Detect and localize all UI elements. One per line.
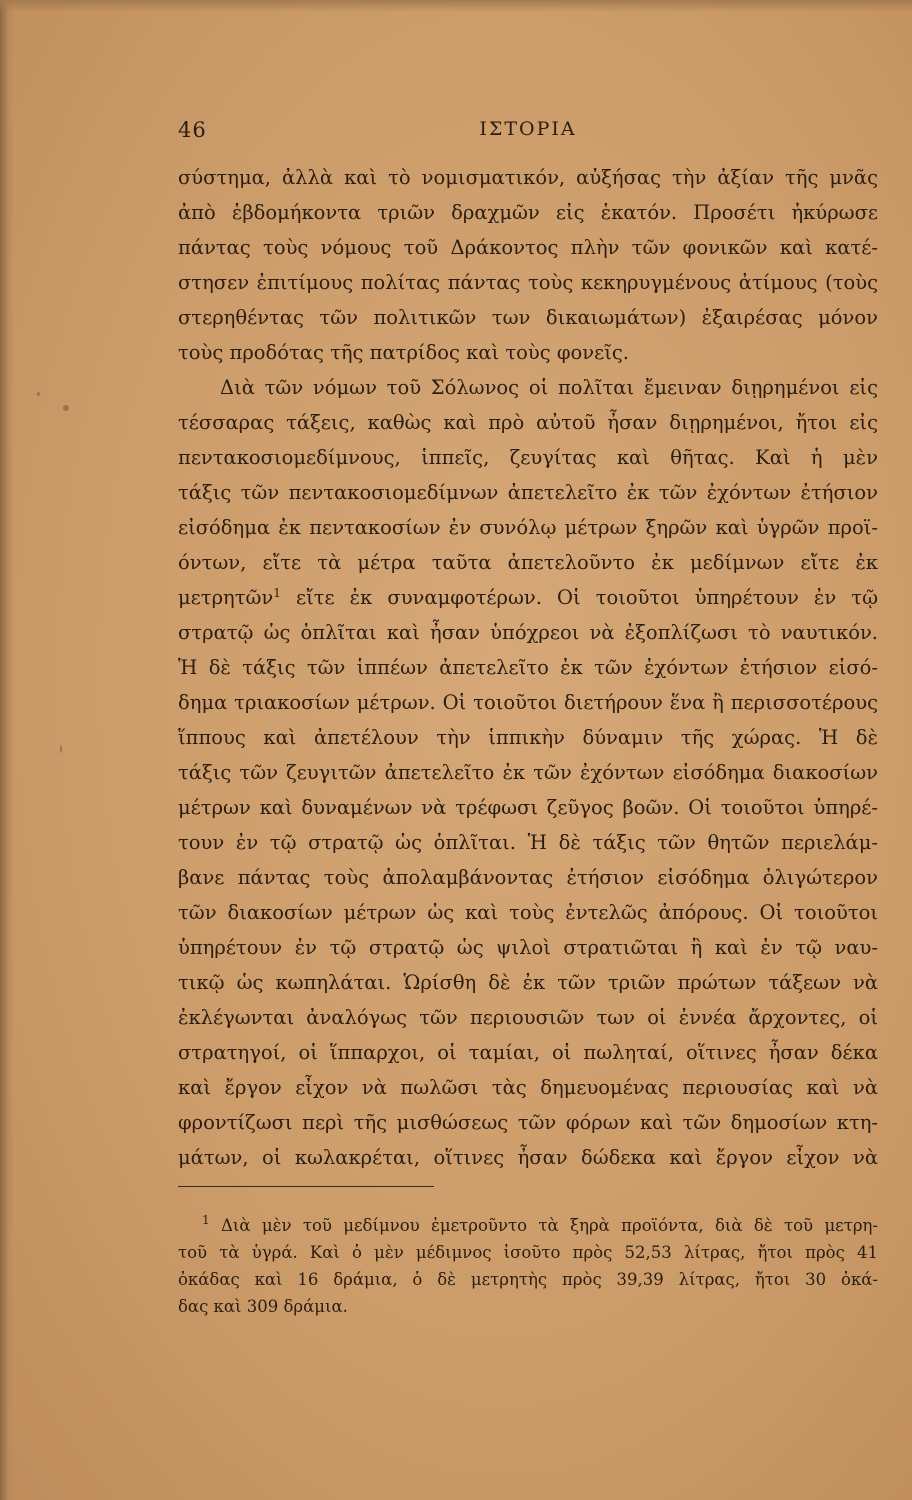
page-top-shadow [0,0,912,12]
text-line: στρατῷ ὡς ὁπλῖται καὶ ἦσαν ὑπόχρεοι νὰ ἐξοπλίζωσι τὸ ναυτικόν. [178,621,878,644]
page-header [178,118,878,148]
footnote-line: δας καὶ 309 δράμια. [178,1297,348,1316]
footnote-reference: 1 [273,586,281,600]
text-line: μέτρων καὶ δυναμένων νὰ τρέφωσι ζεῦγος βοῶν. Οἱ τοιοῦτοι ὑπηρέ- [178,796,878,819]
footnote-line [178,1212,878,1239]
text-line: ἵππους καὶ ἀπετέλουν τὴν ἱππικὴν δύναμιν τῆς χώρας. Ἡ δὲ [178,726,878,749]
text-line: βανε πάντας τοὺς ἀπολαμβάνοντας ἐτήσιον εἰσόδημα ὀλιγώτερον [178,866,878,889]
paper-speck [60,745,62,753]
text-line: Ἡ δὲ τάξις τῶν ἱππέων ἀπετελεῖτο ἐκ τῶν ἐχόντων ἐτήσιον εἰσό- [178,656,878,679]
text-line: εἰσόδημα ἐκ πεντακοσίων ἐν συνόλῳ μέτρων ξηρῶν καὶ ὑγρῶν προϊ- [178,516,878,539]
text-line: τῶν διακοσίων μέτρων ὡς καὶ τοὺς ἐντελῶς ἀπόρους. Οἱ τοιοῦτοι [178,901,878,924]
text-fragment: μετρητῶν [178,586,274,609]
text-line: μάτων, οἱ κωλακρέται, οἵτινες ἦσαν δώδεκα καὶ ἔργον εἶχον νὰ [178,1146,878,1169]
text-line: στερηθέντας τῶν πολιτικῶν των δικαιωμάτων) ἐξαιρέσας μόνον [178,306,878,329]
text-line: ὑπηρέτουν ἐν τῷ στρατῷ ὡς ψιλοὶ στρατιῶται ἢ καὶ ἐν τῷ ναυ- [178,936,878,959]
text-line: τάξις τῶν πεντακοσιομεδίμνων ἀπετελεῖτο ἐκ τῶν ἐχόντων ἐτήσιον [178,481,878,504]
running-title: ΙΣΤΟΡΙΑ [479,118,577,140]
text-line: ἐκλέγωνται ἀναλόγως τῶν περιουσιῶν των οἱ ἐννέα ἄρχοντες, οἱ [178,1006,878,1029]
text-line-with-footnote [178,580,878,615]
footnote-number: 1 [202,1213,210,1227]
footnote-line: τοῦ τὰ ὑγρά. Καὶ ὁ μὲν μέδιμνος ἰσοῦτο πρὸς 52,53 λίτρας, ἤτοι πρὸς 41 [178,1243,878,1262]
footnote-line: ὀκάδας καὶ 16 δράμια, ὁ δὲ μετρητὴς πρὸς 39,39 λίτρας, ἤτοι 30 ὀκά- [178,1270,878,1289]
footnote-divider [178,1186,434,1187]
text-line: τέσσαρας τάξεις, καθὼς καὶ πρὸ αὐτοῦ ἦσαν διῃρημένοι, ἤτοι εἰς [178,411,878,434]
text-line: τάξις τῶν ζευγιτῶν ἀπετελεῖτο ἐκ τῶν ἐχόντων εἰσόδημα διακοσίων [178,761,878,784]
paper-speck [37,392,40,396]
page-edge-shadow [0,0,14,1500]
text-line: ἀπὸ ἑβδομήκοντα τριῶν δραχμῶν εἰς ἑκατόν. Προσέτι ἠκύρωσε [178,201,878,224]
footnote [178,1212,878,1320]
text-line: δημα τριακοσίων μέτρων. Οἱ τοιοῦτοι διετήρουν ἕνα ἢ περισσοτέρους [178,691,878,714]
page-number: 46 [178,118,207,142]
text-line: πεντακοσιομεδίμνους, ἱππεῖς, ζευγίτας καὶ θῆτας. Καὶ ἡ μὲν [178,446,878,469]
text-line: σύστημα, ἀλλὰ καὶ τὸ νομισματικόν, αὐξήσας τὴν ἀξίαν τῆς μνᾶς [178,166,878,189]
footnote-text: Διὰ μὲν τοῦ μεδίμνου ἐμετροῦντο τὰ ξηρὰ προϊόντα, διὰ δὲ τοῦ μετρη- [221,1216,878,1235]
text-line: τουν ἐν τῷ στρατῷ ὡς ὁπλῖται. Ἡ δὲ τάξις τῶν θητῶν περιελάμ- [178,831,878,854]
text-line: στησεν ἐπιτίμους πολίτας πάντας τοὺς κεκηρυγμένους ἀτίμους (τοὺς [178,271,878,294]
text-line: Διὰ τῶν νόμων τοῦ Σόλωνος οἱ πολῖται ἔμειναν διῃρημένοι εἰς [220,376,878,399]
text-line: όντων, εἴτε τὰ μέτρα ταῦτα ἀπετελοῦντο ἐκ μεδίμνων εἴτε ἐκ [178,551,878,574]
text-fragment: εἴτε ἐκ συναμφοτέρων. Οἱ τοιοῦτοι ὑπηρέτουν ἐν τῷ [295,586,878,609]
text-line: φροντίζωσι περὶ τῆς μισθώσεως τῶν φόρων καὶ τῶν δημοσίων κτη- [178,1111,878,1134]
body-text [178,160,878,1175]
text-line: τοὺς προδότας τῆς πατρίδος καὶ τοὺς φονεῖς. [178,341,629,364]
text-line: στρατηγοί, οἱ ἵππαρχοι, οἱ ταμίαι, οἱ πωληταί, οἵτινες ἦσαν δέκα [178,1041,878,1064]
text-line: καὶ ἔργον εἶχον νὰ πωλῶσι τὰς δημευομένας περιουσίας καὶ νὰ [178,1076,878,1099]
text-line: πάντας τοὺς νόμους τοῦ Δράκοντος πλὴν τῶν φονικῶν καὶ κατέ- [178,236,878,259]
text-line: τικῷ ὡς κωπηλάται. Ὡρίσθη δὲ ἐκ τῶν τριῶν πρώτων τάξεων νὰ [178,971,878,994]
paper-speck [63,405,69,411]
